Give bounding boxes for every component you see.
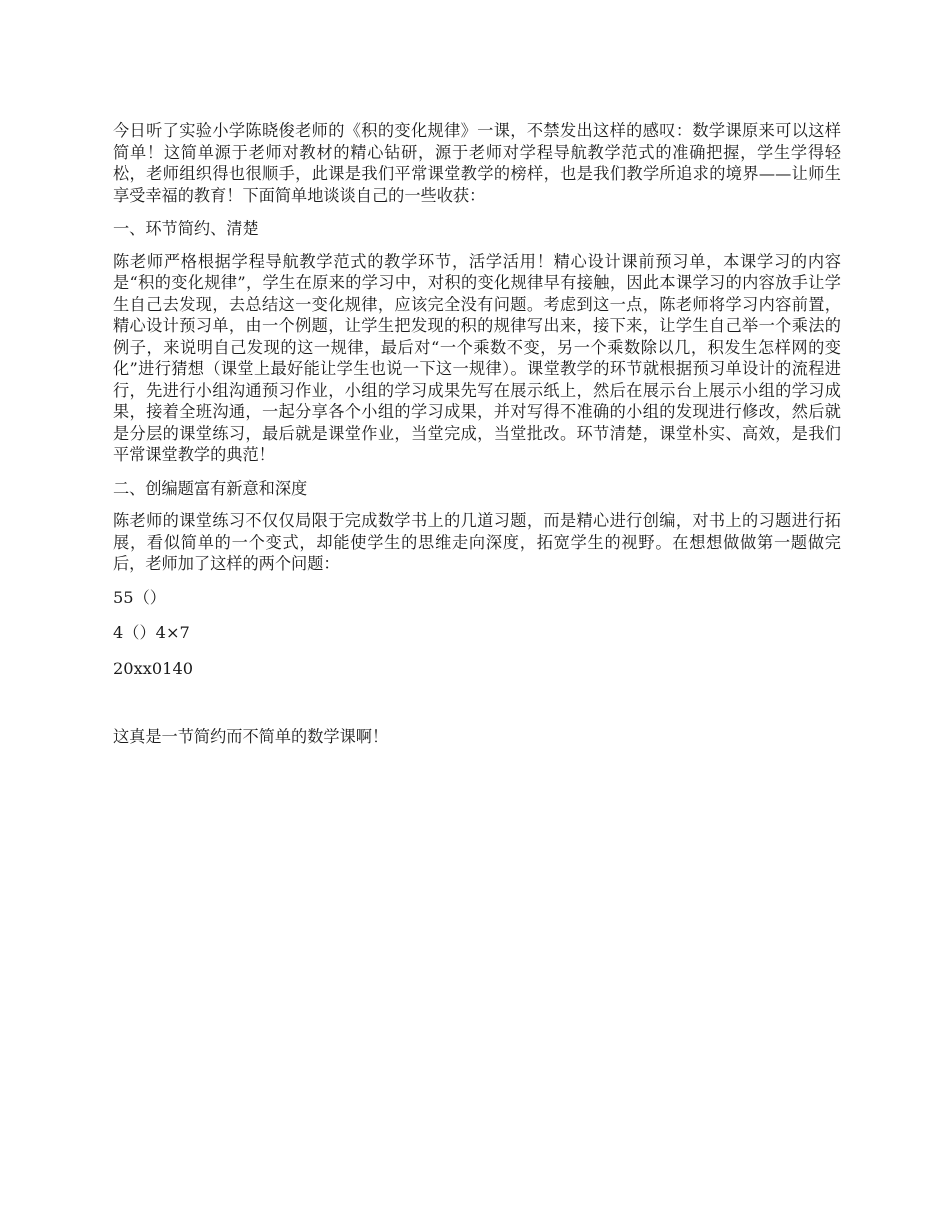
question-2: 4（）4×7: [113, 623, 190, 642]
section-2-heading: 二、创编题富有新意和深度: [113, 478, 308, 498]
closing-paragraph: 这真是一节简约而不简单的数学课啊！: [113, 727, 389, 746]
section-1-paragraph: 陈老师严格根据学程导航教学范式的教学环节，活学活用！精心设计课前预习单，本课学习的内容是“积的变化规律”，学生在原来的学习中，对积的变化规律早有接触，因此本课学习的内容放手让学生自己去发现，去总结这一变化规律，应该完全没有问题。考虑到这一点，陈老师将学习内容前置，精心设计预习单，由一个例题，让学生把发现的积的规律写出来，接下来，让学生自己举一个乘法的例子，来说明自己发现的这一规律，最后对“一个乘数不变，另一个乘数除以几，积发生怎样网的变化”进行猜想（课堂上最好能让学生也说一下这一规律）。课堂教学的环节就根据预习单设计的流程进行，先进行小组沟通预习作业，小组的学习成果先写在展示纸上，然后在展示台上展示小组的学习成果，接着全班沟通，一起分享各个小组的学习成果，并对写得不准确的小组的发现进行修改，然后就是分层的课堂练习，最后就是课堂作业，当堂完成，当堂批改。环节清楚，课堂朴实、高效，是我们平常课堂教学的典范！: [113, 251, 841, 464]
intro-paragraph: 今日听了实验小学陈晓俊老师的《积的变化规律》一课，不禁发出这样的感叹：数学课原来可以这样简单！这简单源于老师对教材的精心钻研，源于老师对学程导航教学范式的准确把握，学生学得轻松，老师组织得也很顺手，此课是我们平常课堂教学的榜样，也是我们教学所追求的境界——让师生享受幸福的教育！下面简单地谈谈自己的一些收获：: [113, 121, 841, 205]
question-1: 55（）: [113, 587, 166, 607]
section-2-paragraph: 陈老师的课堂练习不仅仅局限于完成数学书上的几道习题，而是精心进行创编，对书上的习题进行拓展，看似简单的一个变式，却能使学生的思维走向深度，拓宽学生的视野。在想想做做第一题做完后，老师加了这样的两个问题：: [113, 511, 841, 573]
section-1-heading: 一、环节简约、清楚: [113, 219, 259, 238]
code-line: 20xx0140: [113, 658, 194, 678]
document-page: [113, 120, 841, 748]
